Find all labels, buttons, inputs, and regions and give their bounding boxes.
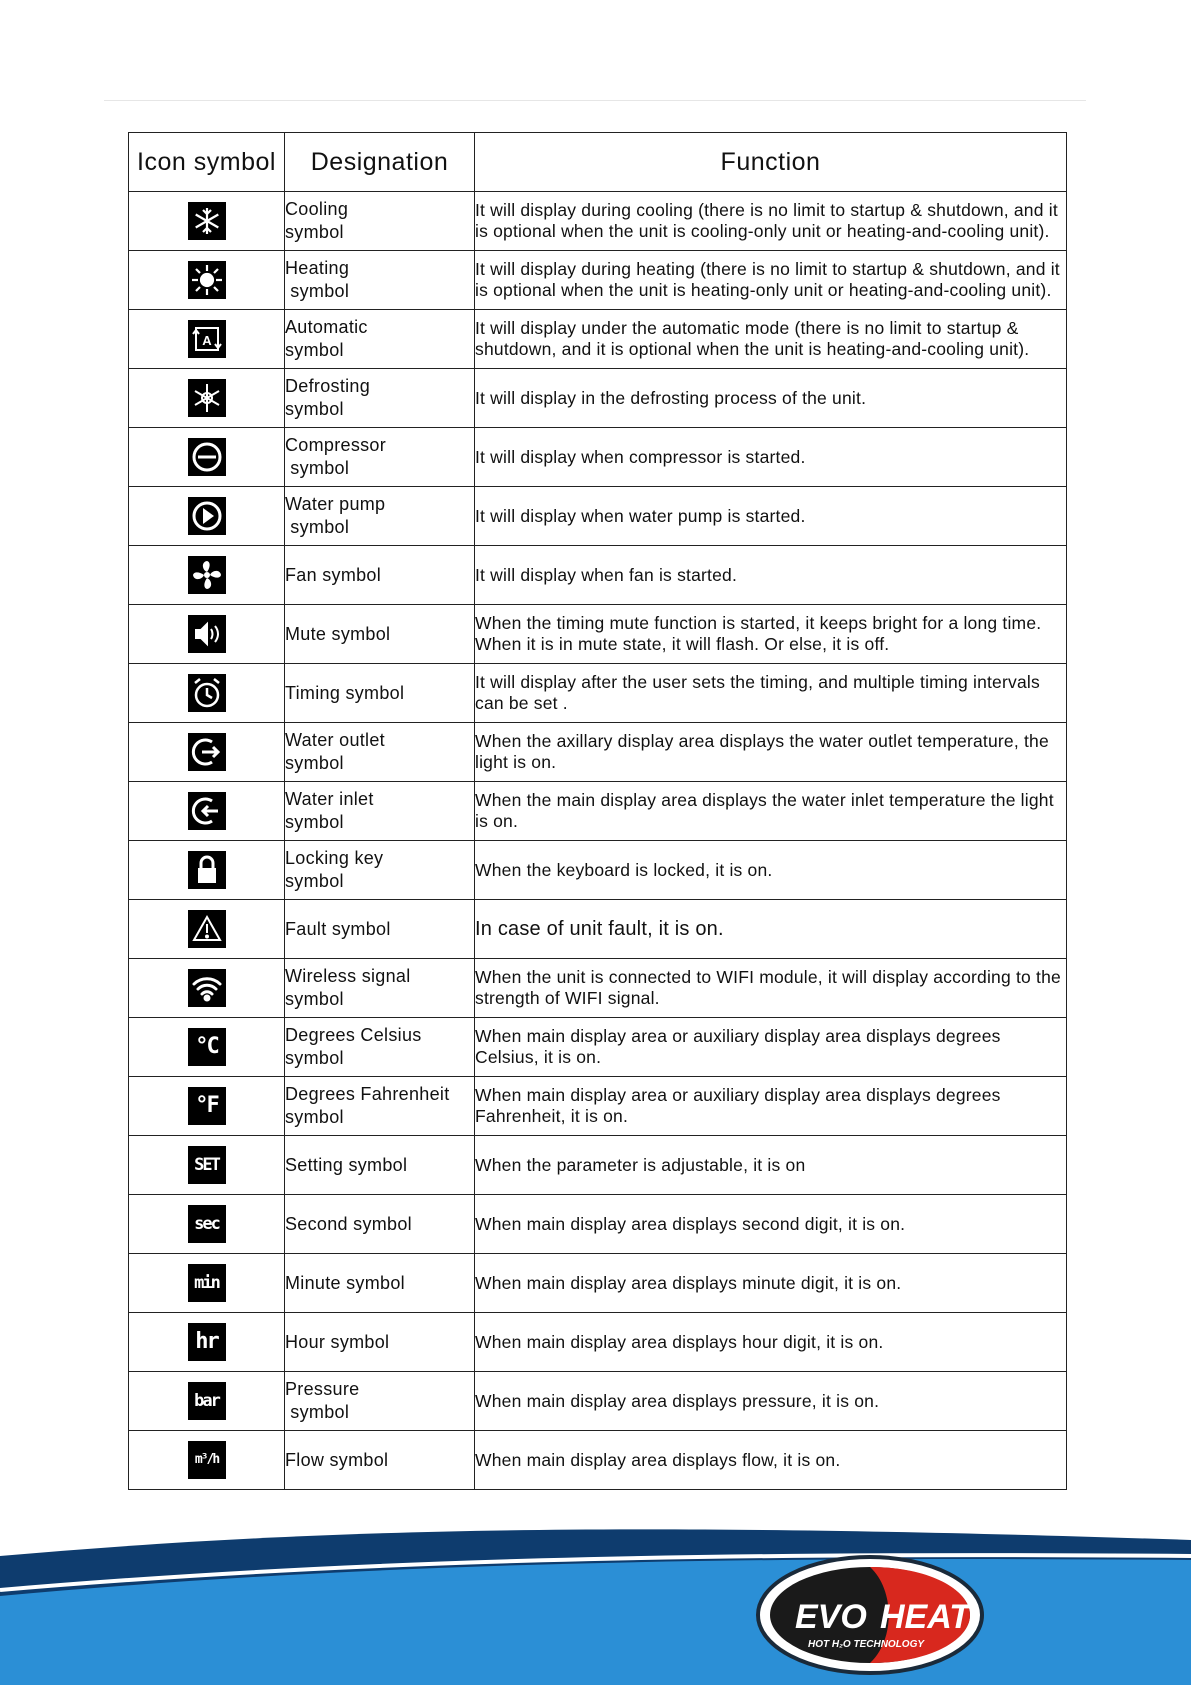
designation-text: symbol [285,281,350,301]
compressor-icon [188,438,226,476]
function-text: When main display area displays pressure, it is on. [475,1372,1067,1431]
table-row [129,723,1067,782]
table-row [129,605,1067,664]
designation-text: Degrees Celsius [285,1025,422,1045]
designation-cell [285,664,475,723]
icon-cell [129,1254,285,1313]
warning-icon [188,910,226,948]
designation-text: Heating [285,258,350,278]
designation-text: Cooling [285,199,349,219]
function-text: When the keyboard is locked, it is on. [475,841,1067,900]
function-text: When the parameter is adjustable, it is on [475,1136,1067,1195]
designation-cell [285,1136,475,1195]
designation-text: symbol [285,812,344,832]
wifi-icon [188,969,226,1007]
icon-cell [129,428,285,487]
icon-cell [129,310,285,369]
icon-cell [129,723,285,782]
designation-cell [285,723,475,782]
designation-cell [285,1313,475,1372]
function-text: In case of unit fault, it is on. [475,900,1067,959]
function-text: When main display area or auxiliary display area displays degrees Fahrenheit, it is on. [475,1077,1067,1136]
designation-text: symbol [285,222,344,242]
designation-text: Fan symbol [285,564,382,585]
designation-cell [285,605,475,664]
designation-text: Minute symbol [285,1272,405,1293]
designation-text: Pressure [285,1379,360,1399]
water-outlet-icon [188,733,226,771]
function-text: It will display when compressor is started. [475,428,1067,487]
header-rule [104,100,1086,101]
designation-text: Automatic [285,317,368,337]
logo-heat-text: HEAT [880,1598,971,1636]
designation-text: Mute symbol [285,623,391,644]
table-row [129,959,1067,1018]
icon-cell [129,664,285,723]
table-row [129,1254,1067,1313]
function-text: When the main display area displays the water inlet temperature the light is on. [475,782,1067,841]
table-row [129,1313,1067,1372]
svg-text:A: A [201,333,212,348]
header-function: Function [475,133,1067,192]
designation-text: Timing symbol [285,682,405,703]
table-row [129,310,1067,369]
function-text: When main display area displays second digit, it is on. [475,1195,1067,1254]
designation-text: symbol [285,399,344,419]
icon-cell [129,841,285,900]
designation-text: Flow symbol [285,1449,389,1470]
auto-icon [188,320,226,358]
celsius-icon: °C [188,1028,226,1066]
table-row [129,251,1067,310]
designation-text: Fault symbol [285,918,391,939]
icon-cell [129,192,285,251]
designation-cell [285,487,475,546]
designation-cell [285,251,475,310]
designation-text: Defrosting [285,376,371,396]
table-row [129,1136,1067,1195]
icon-cell [129,1372,285,1431]
designation-text: Water inlet [285,789,374,809]
table-row [129,487,1067,546]
table-row [129,1372,1067,1431]
designation-cell [285,900,475,959]
table-row [129,1077,1067,1136]
designation-text: Water outlet [285,730,385,750]
designation-cell [285,1372,475,1431]
designation-cell [285,369,475,428]
designation-cell [285,428,475,487]
function-text: When main display area displays hour digit, it is on. [475,1313,1067,1372]
designation-cell [285,1195,475,1254]
sun-icon [188,261,226,299]
designation-text: Water pump [285,494,386,514]
icon-cell [129,782,285,841]
icon-cell [129,546,285,605]
table-row [129,841,1067,900]
function-text: When main display area displays minute digit, it is on. [475,1254,1067,1313]
designation-cell [285,841,475,900]
designation-text: symbol [285,458,350,478]
fahrenheit-icon: °F [188,1087,226,1125]
designation-cell [285,959,475,1018]
designation-cell [285,546,475,605]
icon-cell [129,1313,285,1372]
designation-cell [285,1431,475,1490]
hr-icon: hr [188,1323,226,1361]
function-text: It will display when fan is started. [475,546,1067,605]
sec-icon: sec [188,1205,226,1243]
icon-cell [129,1077,285,1136]
designation-text: symbol [285,753,344,773]
table-row [129,369,1067,428]
designation-text: symbol [285,517,350,537]
snowflake-icon [188,202,226,240]
designation-text: symbol [285,1107,344,1127]
logo-evo-text: EVO [795,1598,867,1636]
function-text: When main display area or auxiliary display area displays degrees Celsius, it is on. [475,1018,1067,1077]
lock-icon [188,851,226,889]
table-row [129,664,1067,723]
icon-cell [129,959,285,1018]
designation-text: symbol [285,989,344,1009]
function-text: It will display when water pump is started. [475,487,1067,546]
icon-cell [129,487,285,546]
designation-text: Compressor [285,435,387,455]
table-row [129,428,1067,487]
designation-text: Hour symbol [285,1331,390,1352]
footer-banner [0,1520,1191,1685]
table-header-row [129,133,1067,192]
designation-text: symbol [285,340,344,360]
designation-text: Locking key [285,848,384,868]
designation-text: Second symbol [285,1213,412,1234]
designation-cell [285,310,475,369]
header-icon-symbol: Icon symbol [129,133,285,192]
icon-cell [129,1018,285,1077]
min-icon: min [188,1264,226,1302]
designation-text: Wireless signal [285,966,411,986]
function-text: When the axillary display area displays the water outlet temperature, the light is on. [475,723,1067,782]
table-row [129,782,1067,841]
water-pump-icon [188,497,226,535]
designation-text: Degrees Fahrenheit [285,1084,450,1104]
table-row [129,546,1067,605]
icon-symbol-table [128,132,1067,1490]
flow-icon: m³/h [188,1441,226,1479]
designation-cell [285,1254,475,1313]
function-text: It will display during heating (there is no limit to startup & shutdown, and it is optional when the unit is heating-only unit or heating-and-cooling unit). [475,251,1067,310]
table-row [129,1431,1067,1490]
designation-cell [285,192,475,251]
icon-cell [129,251,285,310]
water-inlet-icon [188,792,226,830]
designation-cell [285,1077,475,1136]
designation-cell [285,782,475,841]
function-text: When the timing mute function is started, it keeps bright for a long time. When it is in mute state, it will flash. Or else, it is off. [475,605,1067,664]
function-text: It will display during cooling (there is no limit to startup & shutdown, and it is optional when the unit is cooling-only unit or heating-and-cooling unit). [475,192,1067,251]
icon-cell [129,1431,285,1490]
mute-icon [188,615,226,653]
icon-cell [129,605,285,664]
function-text: It will display after the user sets the timing, and multiple timing intervals can be set . [475,664,1067,723]
function-text: When main display area displays flow, it is on. [475,1431,1067,1490]
table-row [129,192,1067,251]
designation-text: symbol [285,1402,350,1422]
table-row [129,1195,1067,1254]
logo-tagline: HOT H₂O TECHNOLOGY [808,1639,925,1650]
defrost-icon [188,379,226,417]
evo-heat-logo [758,1557,982,1673]
designation-cell [285,1018,475,1077]
designation-text: Setting symbol [285,1154,408,1175]
table-row [129,900,1067,959]
fan-icon [188,556,226,594]
set-icon: SET [188,1146,226,1184]
function-text: It will display in the defrosting process of the unit. [475,369,1067,428]
icon-cell [129,1195,285,1254]
icon-cell [129,900,285,959]
icon-cell [129,369,285,428]
alarm-clock-icon [188,674,226,712]
header-designation: Designation [285,133,475,192]
designation-text: symbol [285,1048,344,1068]
function-text: It will display under the automatic mode (there is no limit to startup & shutdown, and it is optional when the unit is heating-and-cooling unit). [475,310,1067,369]
table-row [129,1018,1067,1077]
bar-icon: bar [188,1382,226,1420]
icon-cell [129,1136,285,1195]
function-text: When the unit is connected to WIFI module, it will display according to the strength of WIFI signal. [475,959,1067,1018]
designation-text: symbol [285,871,344,891]
